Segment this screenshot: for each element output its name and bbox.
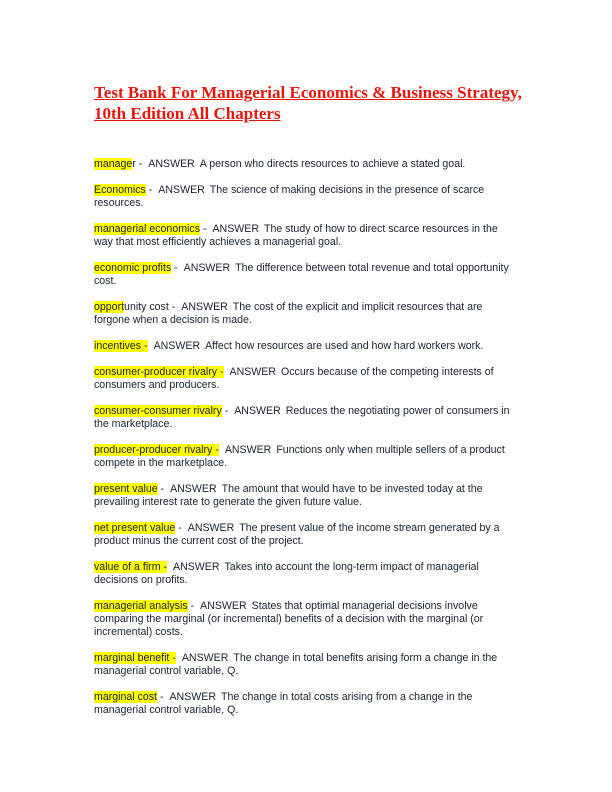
answer-label: ANSWER	[169, 691, 216, 703]
term-rest: -	[145, 184, 153, 196]
term-highlight: manage	[94, 158, 133, 170]
flashcard-entry	[94, 522, 518, 548]
definition: States that optimal managerial decisions involve comparing the marginal (or incremental) benefits of a decision with the marginal (or incremental) costs.	[94, 600, 484, 638]
flashcard-entry	[94, 184, 518, 210]
term-highlight: consumer-consumer rivalry	[94, 405, 222, 417]
definition: The science of making decisions in the presence of scarce resources.	[94, 184, 485, 209]
term-rest: -	[157, 483, 165, 495]
term-rest: unity cost -	[124, 301, 176, 313]
flashcard-entry	[94, 600, 518, 639]
term-rest: -	[187, 600, 195, 612]
flashcard-entry	[94, 691, 518, 717]
flashcard-entry	[94, 483, 518, 509]
flashcard-entry	[94, 561, 518, 587]
answer-label: ANSWER	[173, 561, 220, 573]
answer-label: ANSWER	[229, 366, 277, 378]
term-rest: r -	[132, 158, 143, 170]
definition: The difference between total revenue and total opportunity cost.	[94, 262, 509, 287]
flashcard-entry	[94, 158, 518, 171]
term-rest: -	[171, 262, 178, 274]
term-rest: -	[200, 223, 207, 235]
answer-label: ANSWER	[187, 522, 235, 534]
definition: The present value of the income stream generated by a product minus the current cost of the project.	[94, 522, 500, 547]
term-highlight: opport	[94, 301, 125, 313]
document-title: Test Bank For Managerial Economics & Business Strategy, 10th Edition All Chapters	[94, 83, 522, 123]
flashcard-entry	[94, 223, 518, 249]
flashcard-entry	[94, 444, 518, 470]
term-rest: -	[175, 522, 182, 534]
flashcard-entry	[94, 340, 518, 353]
term-highlight: marginal cost	[94, 691, 157, 703]
term-highlight: marginal benefit -	[94, 652, 176, 664]
answer-label: ANSWER	[183, 262, 231, 274]
answer-label: ANSWER	[200, 600, 247, 612]
answer-label: ANSWER	[181, 301, 228, 313]
answer-label: ANSWER	[158, 184, 205, 196]
flashcard-entry	[94, 262, 518, 288]
term-highlight: producer-producer rivalry -	[94, 444, 219, 456]
answer-label: ANSWER	[212, 223, 259, 235]
term-highlight: incentives -	[94, 340, 148, 352]
definition: Takes into account the long-term impact of managerial decisions on profits.	[94, 561, 479, 586]
term-highlight: Economics	[94, 184, 146, 196]
term-rest: -	[157, 691, 164, 703]
answer-label: ANSWER	[170, 483, 217, 495]
term-highlight: net present value	[94, 522, 176, 534]
answer-label: ANSWER	[148, 158, 195, 170]
definition: The change in total benefits arising form a change in the managerial control variable, Q.	[94, 652, 498, 677]
term-highlight: present value	[94, 483, 158, 495]
definition: Functions only when multiple sellers of a product compete in the marketplace.	[94, 444, 505, 469]
definition: Reduces the negotiating power of consumers in the marketplace.	[94, 405, 510, 430]
term-highlight: managerial analysis	[94, 600, 188, 612]
definition: The change in total costs arising from a change in the managerial control variable, Q.	[94, 691, 473, 716]
flashcard-entry	[94, 405, 518, 431]
term-highlight: value of a firm -	[94, 561, 168, 573]
flashcard-entry	[94, 366, 518, 392]
answer-label: ANSWER	[224, 444, 272, 456]
answer-label: ANSWER	[153, 340, 201, 352]
definition: Affect how resources are used and how hard workers work.	[205, 340, 484, 352]
definition: The cost of the explicit and implicit resources that are forgone when a decision is made.	[94, 301, 483, 326]
definition: A person who directs resources to achieve a stated goal.	[199, 158, 466, 170]
term-highlight: economic profits	[94, 262, 172, 274]
answer-label: ANSWER	[234, 405, 281, 417]
term-highlight: managerial economics	[94, 223, 200, 235]
definition: Occurs because of the competing interests of consumers and producers.	[94, 366, 494, 391]
term-highlight: consumer-producer rivalry -	[94, 366, 224, 378]
term-rest: -	[221, 405, 229, 417]
definition: The study of how to direct scarce resources in the way that most efficiently achieves a managerial goal.	[94, 223, 498, 248]
flashcard-entry	[94, 652, 518, 678]
flashcard-list	[94, 158, 518, 730]
flashcard-entry	[94, 301, 518, 327]
answer-label: ANSWER	[181, 652, 229, 664]
definition: The amount that would have to be invested today at the prevailing interest rate to generate the given future value.	[94, 483, 483, 508]
